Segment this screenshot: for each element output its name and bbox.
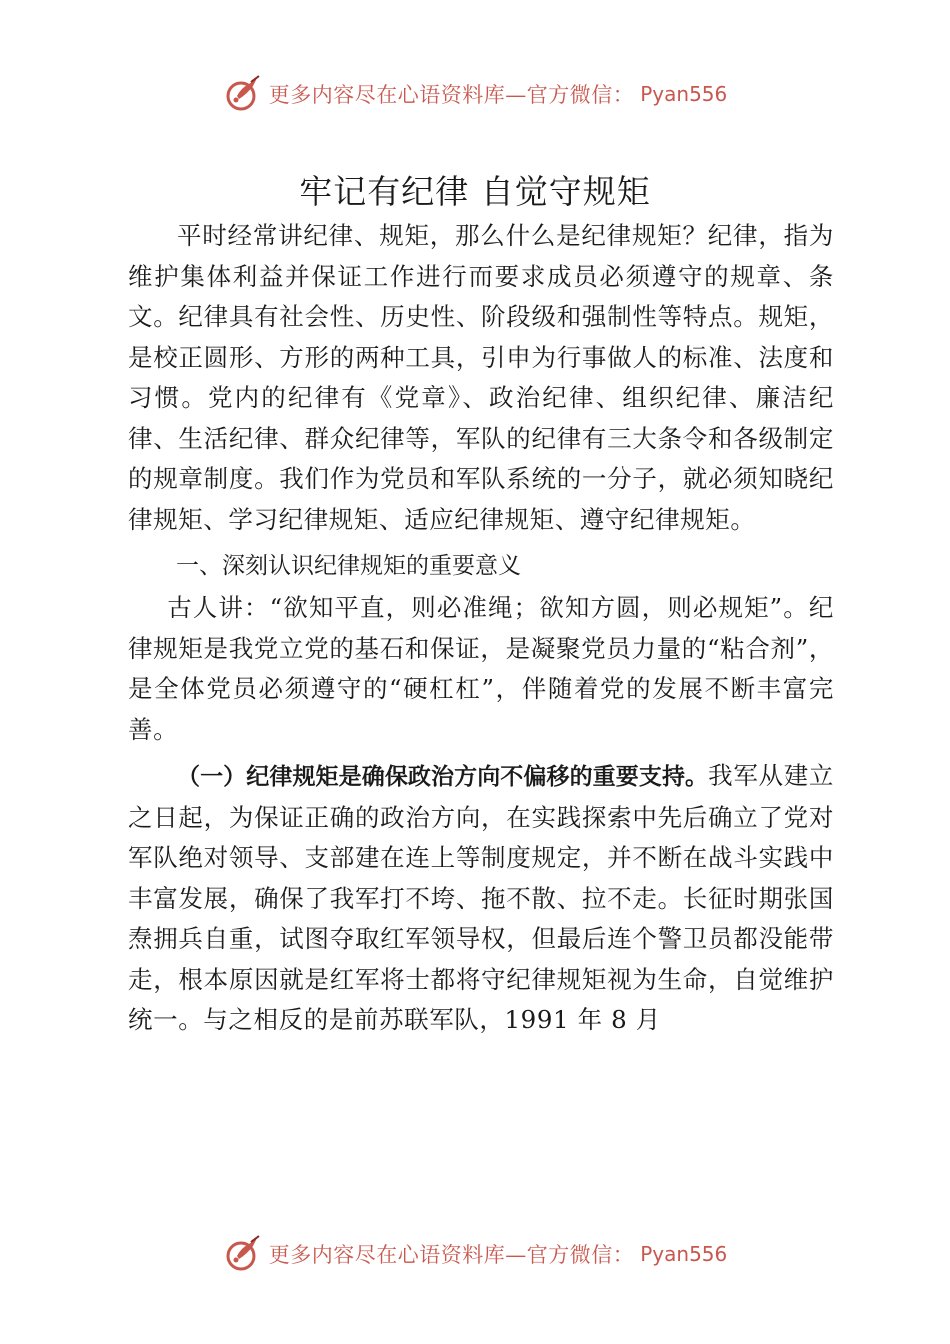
watermark-wechat-id: Pyan556 — [640, 82, 728, 106]
paragraph-intro: 平时经常讲纪律、规矩，那么什么是纪律规矩？纪律，指为维护集体利益并保证工作进行而要求成员必须遵守的规章、条文。纪律具有社会性、历史性、阶段级和强制性等特点。规矩，是校正圆形、方形的两种工具，引申为行事做人的标准、法度和习惯。党内的纪律有《党章》、政治纪律、组织纪律、廉洁纪律、生活纪律、群众纪律等，军队的纪律有三大条令和各级制定的规章制度。我们作为党员和军队系统的一分子，就必须知晓纪律规矩、学习纪律规矩、适应纪律规矩、遵守纪律规矩。 — [128, 221, 834, 534]
watermark-text: 更多内容尽在心语资料库—官方微信： — [268, 1243, 635, 1267]
document-title: 牢记有纪律 自觉守规矩 — [299, 172, 651, 211]
paragraph-section-1-intro: 古人讲：“欲知平直，则必准绳；欲知方圆，则必规矩”。纪律规矩是我党立党的基石和保证，是凝聚党员力量的“粘合剂”，是全体党员必须遵守的“硬杠杠”，伴随着党的发展不断丰富完善。 — [128, 593, 834, 744]
subsection-1-body: 我军从建立之日起，为保证正确的政治方向，在实践探索中先后确立了党对军队绝对领导、支部建在连上等制度规定，并不断在战斗实践中丰富发展，确保了我军打不垮、拖不散、拉不走。长征时期张国焘拥兵自重，试图夺取红军领导权，但最后连个警卫员都没能带走，根本原因就是红军将士都将守纪律规矩视为生命，自觉维护统一。与之相反的是前苏联军队，1991 年 8 月 — [128, 761, 835, 1034]
watermark-wechat-id: Pyan556 — [640, 1242, 728, 1266]
paragraph-subsection-1 — [128, 756, 834, 1041]
header-watermark — [0, 72, 950, 116]
subsection-1-lead: （一）纪律规矩是确保政治方向不偏移的重要支持。 — [177, 764, 709, 790]
footer-watermark — [0, 1232, 950, 1276]
watermark-text: 更多内容尽在心语资料库—官方微信： — [268, 83, 635, 107]
pen-logo-icon — [223, 74, 263, 114]
section-heading-1: 一、深刻认识纪律规矩的重要意义 — [176, 553, 521, 579]
document-body — [128, 216, 834, 1041]
pen-logo-icon — [223, 1234, 263, 1274]
